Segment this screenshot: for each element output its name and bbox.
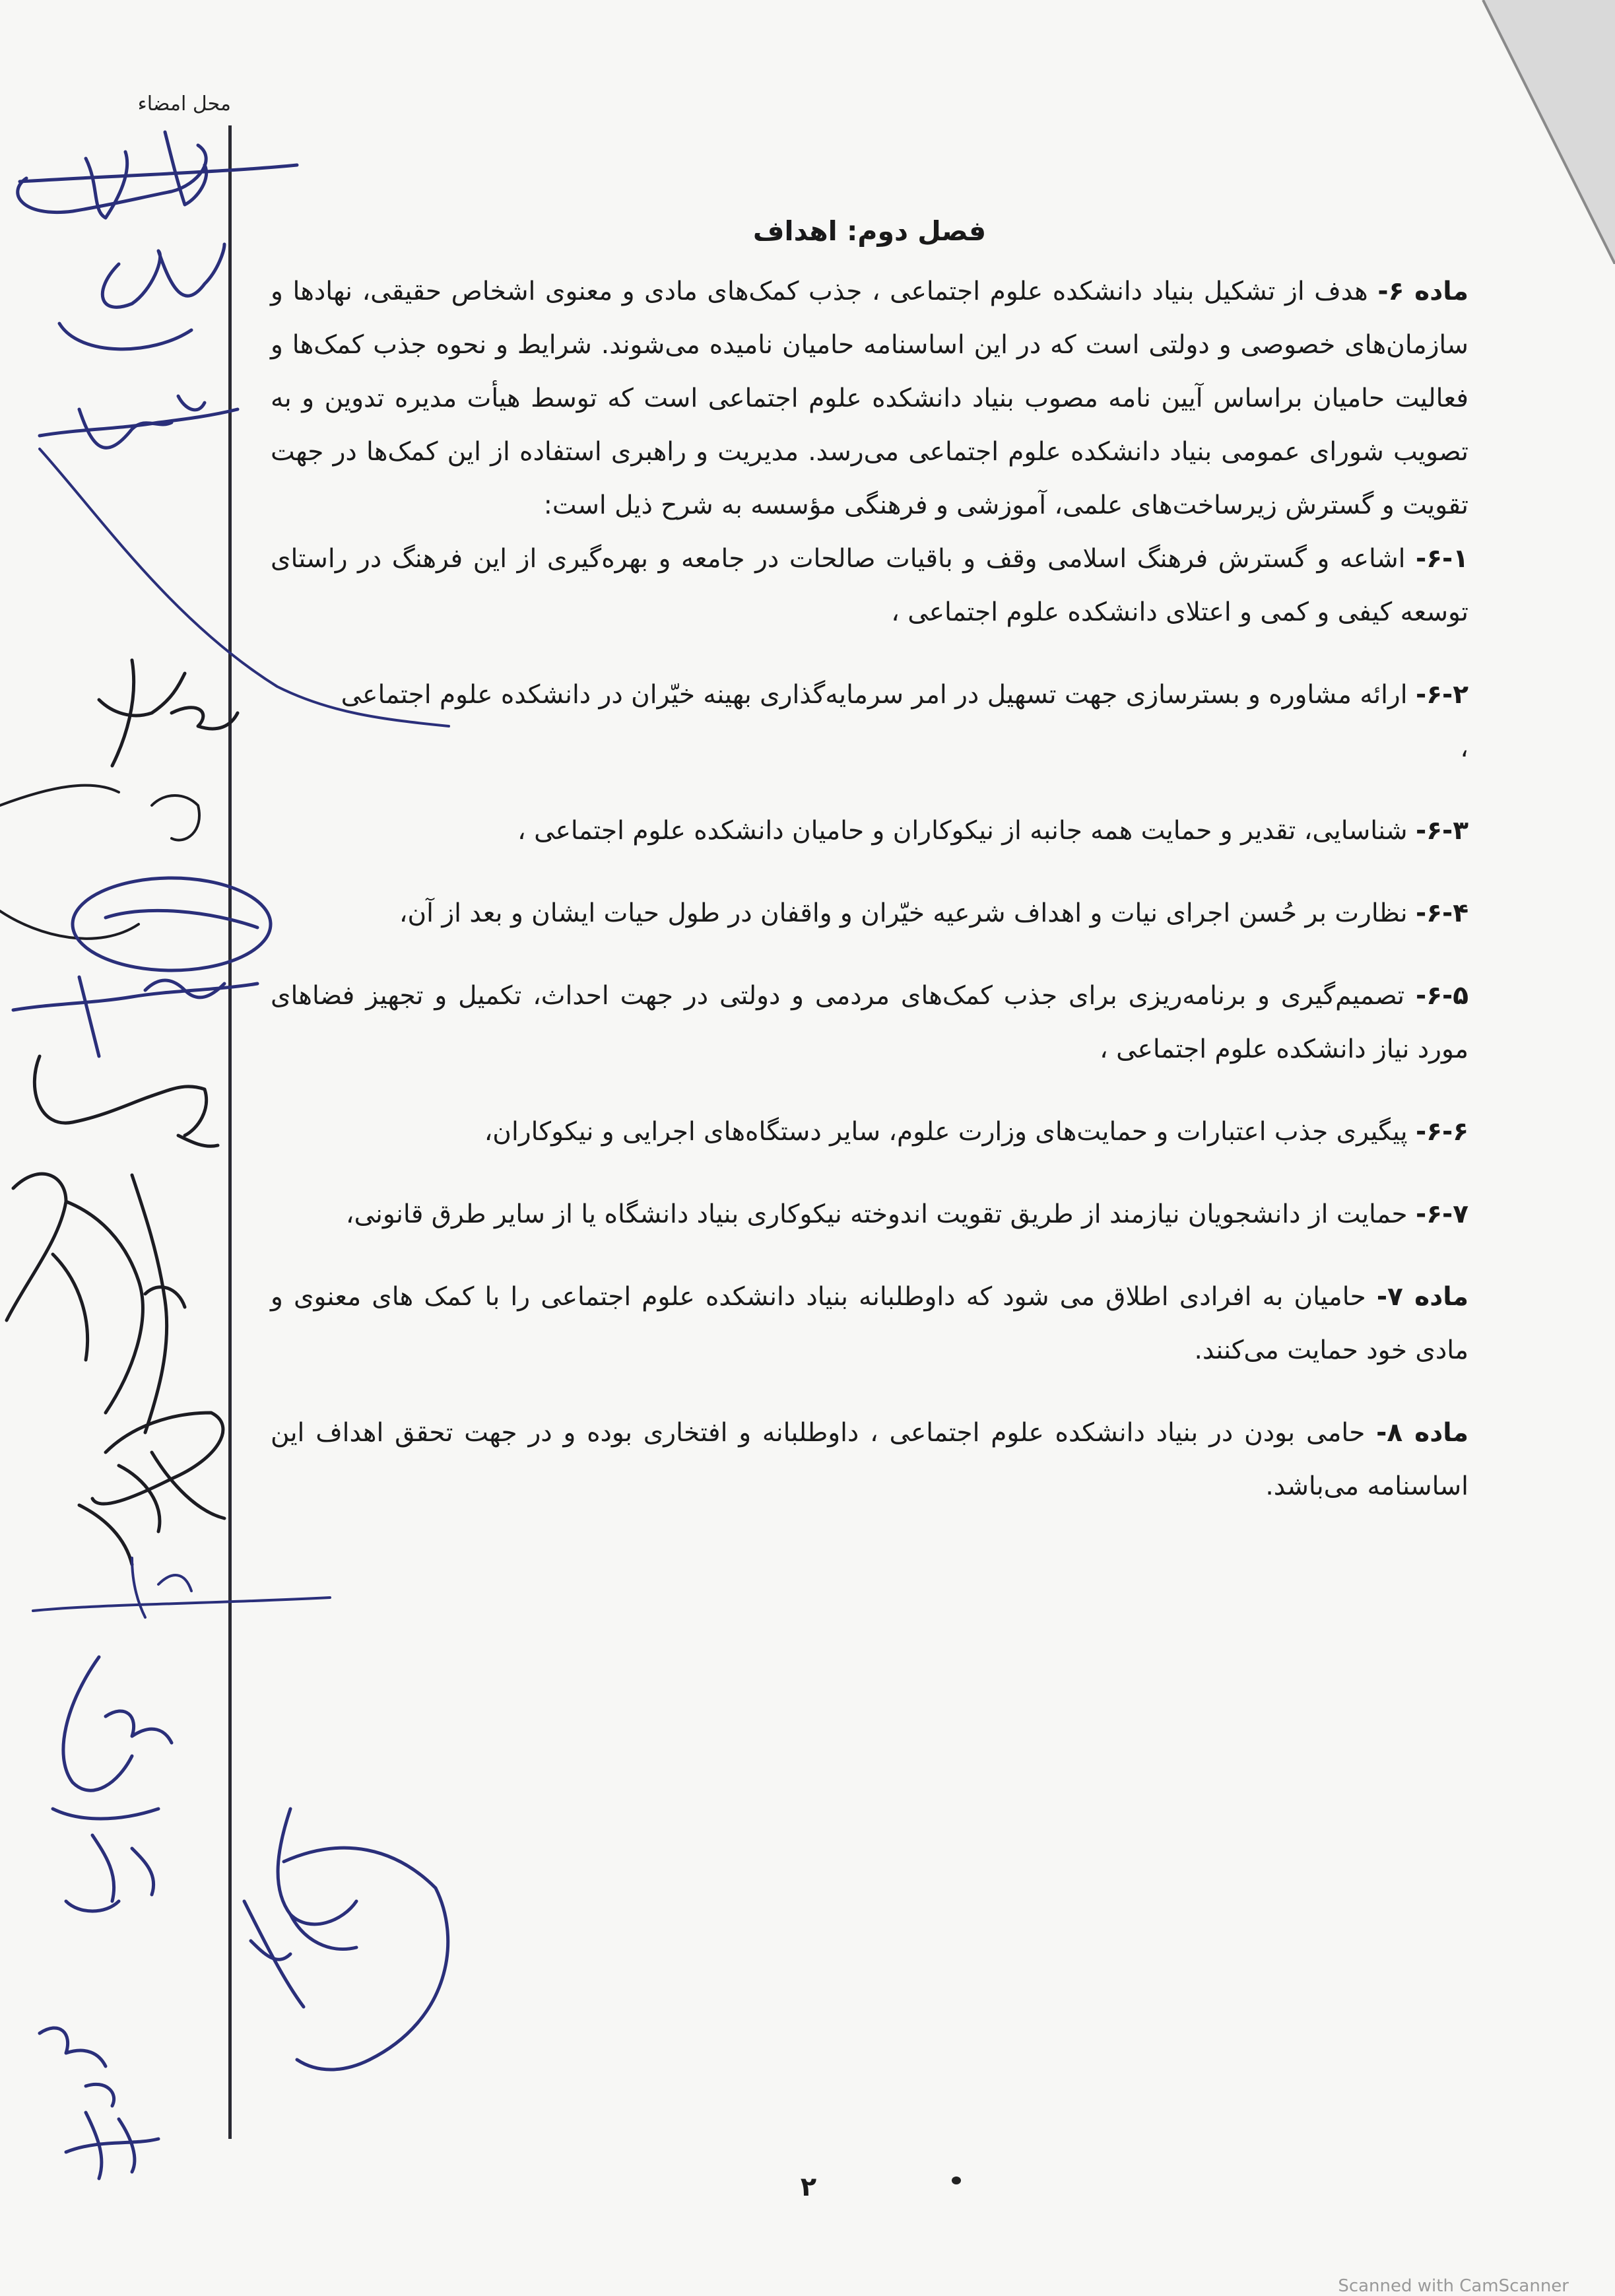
article-6-text: هدف از تشکیل بنیاد دانشکده علوم اجتماعی ، جذب کمک‌های مادی و معنوی اشخاص حقیقی، نهادها و سازمان‌های خصوصی و دولتی است که در این اساسنامه حامیان نامیده می‌شوند. شرایط و نحوه جذب کمک‌ها و فعالیت حامیان براساس آیین نامه مصوب بنیاد دانشکده علوم اجتماعی است که توسط هیأت مدیره تدوین و به تصویب شورای عمومی بنیاد دانشکده علوم اجتماعی می‌رسد. مدیریت و راهبری استفاده از این کمک‌ها در جهت تقویت و گسترش زیرساخت‌های علمی، آموزشی و فرهنگی مؤسسه به شرح ذیل است:	[271, 277, 1468, 520]
item-6-7	[271, 1188, 1468, 1241]
signature-5	[0, 786, 199, 939]
signature-area-label: محل امضاء	[137, 92, 231, 116]
document-body	[271, 205, 1468, 1513]
signature-7	[13, 977, 257, 1056]
page-number: ۲	[800, 2172, 817, 2202]
item-text: شناسایی، تقدیر و حمایت همه جانبه از نیکوکاران و حامیان دانشکده علوم اجتماعی ،	[517, 816, 1408, 846]
signature-14	[40, 2028, 158, 2178]
signature-4	[99, 660, 238, 766]
item-6-5	[271, 969, 1468, 1076]
signature-8	[34, 1056, 218, 1146]
article-7	[271, 1270, 1468, 1377]
article-6	[271, 265, 1468, 532]
item-6-2	[271, 668, 1468, 722]
article-8-label: ماده ۸-	[1376, 1418, 1468, 1448]
item-6-4	[271, 887, 1468, 940]
signature-3	[40, 396, 238, 448]
chapter-heading: فصل دوم: اهداف	[752, 215, 987, 247]
item-text: تصمیم‌گیری و برنامه‌ریزی برای جذب کمک‌های مردمی و دولتی در جهت احداث، تکمیل و تجهیز فضاهای مورد نیاز دانشکده علوم اجتماعی ،	[271, 981, 1468, 1064]
article-6-label: ماده ۶-	[1377, 277, 1469, 306]
item-text: اشاعه و گسترش فرهنگ اسلامی وقف و باقیات صالحات در جامعه و بهره‌گیری از این فرهنگ در راستای توسعه کیفی و کمی و اعتلای دانشکده علوم اجتماعی ،	[271, 544, 1468, 627]
article-8-text: حامی بودن در بنیاد دانشکده علوم اجتماعی ، داوطلبانه و افتخاری بوده و در جهت تحقق اهداف این اساسنامه می‌باشد.	[271, 1418, 1468, 1501]
signature-13	[244, 1809, 448, 2070]
item-6-2-trailing-comma: ،	[1460, 733, 1468, 763]
item-text: حمایت از دانشجویان نیازمند از طریق تقویت اندوخته نیکوکاری بنیاد دانشگاه یا از سایر طرق قانونی،	[345, 1199, 1408, 1229]
item-text: نظارت بر حُسن اجرای نیات و اهداف شرعیه خیّران و واقفان در طول حیات ایشان و بعد از آن،	[399, 898, 1408, 928]
article-7-label: ماده ۷-	[1376, 1282, 1468, 1312]
signature-12	[53, 1657, 172, 1911]
signature-10	[79, 1413, 224, 1565]
signature-2	[59, 244, 224, 349]
article-7-text: حامیان به افرادی اطلاق می شود که داوطلبانه بنیاد دانشکده علوم اجتماعی را با کمک های معنوی و مادی خود حمایت می‌کنند.	[271, 1282, 1468, 1365]
article-8	[271, 1406, 1468, 1513]
item-label: ۶-۴-	[1416, 898, 1468, 928]
corner-fold-shadow	[1443, 0, 1615, 264]
item-label: ۶-۷-	[1416, 1199, 1468, 1229]
signature-1	[18, 132, 297, 218]
item-label: ۶-۳-	[1416, 816, 1468, 846]
item-text: پیگیری جذب اعتبارات و حمایت‌های وزارت علوم، سایر دستگاه‌های اجرایی و نیکوکاران،	[484, 1117, 1408, 1147]
item-6-1	[271, 532, 1468, 639]
item-label: ۶-۶-	[1416, 1117, 1468, 1147]
item-6-6	[271, 1105, 1468, 1159]
ink-dot	[952, 2177, 961, 2184]
signature-9	[7, 1174, 185, 1433]
signature-11	[33, 1558, 330, 1617]
item-6-3	[271, 804, 1468, 858]
item-label: ۶-۲-	[1416, 680, 1468, 710]
signature-6	[73, 878, 271, 970]
item-label: ۶-۱-	[1416, 544, 1468, 574]
item-text: ارائه مشاوره و بسترسازی جهت تسهیل در امر سرمایه‌گذاری بهینه خیّران در دانشکده علوم اجتماعی	[341, 680, 1408, 710]
scanner-watermark: Scanned with CamScanner	[1338, 2276, 1569, 2296]
item-label: ۶-۵-	[1416, 981, 1468, 1011]
